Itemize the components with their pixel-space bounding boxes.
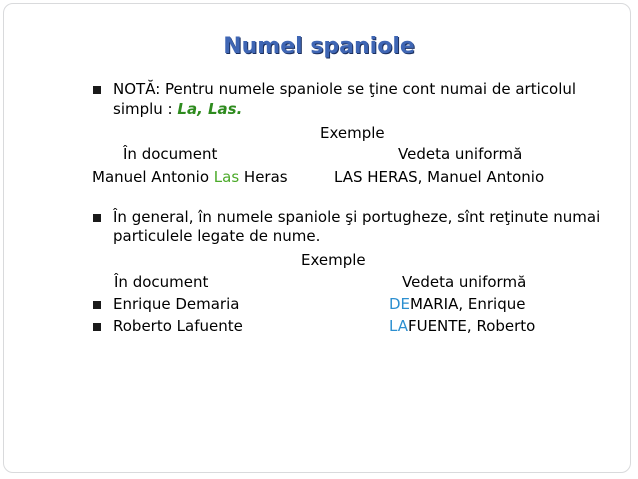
note-line-1: NOTĂ: Pentru numele spaniole se ţine cont numai de articolul (113, 80, 577, 98)
example2-row-2-document: Roberto Lafuente (113, 317, 243, 335)
bullet-icon (93, 301, 101, 309)
example1-row-heading: LAS HERAS, Manuel Antonio (334, 168, 545, 186)
example2-row-1-heading (389, 295, 525, 313)
example1-col-heading: Vedeta uniformă (398, 145, 523, 163)
example2-row-2-heading (389, 317, 535, 335)
general-line-1: În general, în numele spaniole şi portugheze, sînt reţinute numai (113, 208, 601, 226)
example1-doc-highlight: Las (213, 168, 240, 186)
example2-header: Exemple (301, 251, 366, 269)
bullet-icon (93, 214, 101, 222)
example1-doc-first: Manuel Antonio (92, 168, 214, 186)
slide-title: Numel spaniole (223, 34, 415, 59)
example2-col-document: În document (114, 273, 209, 291)
example1-col-document: În document (123, 145, 218, 163)
example2-row-2-highlight: LA (389, 317, 408, 335)
example1-header: Exemple (320, 124, 385, 142)
example2-row-1-rest: MARIA, Enrique (410, 295, 526, 313)
note-highlight: La, Las. (177, 100, 243, 118)
general-line-2: particulele legate de nume. (113, 227, 321, 245)
example1-doc-last: Heras (239, 168, 288, 186)
note-prefix: simplu : (113, 100, 178, 118)
example1-row-document (92, 168, 288, 186)
note-line-2 (113, 100, 242, 118)
example2-row-2-rest: FUENTE, Roberto (407, 317, 536, 335)
bullet-icon (93, 86, 101, 94)
example2-row-1-highlight: DE (389, 295, 411, 313)
example2-row-1-document: Enrique Demaria (113, 295, 240, 313)
bullet-icon (93, 323, 101, 331)
example2-col-heading: Vedeta uniformă (402, 273, 527, 291)
